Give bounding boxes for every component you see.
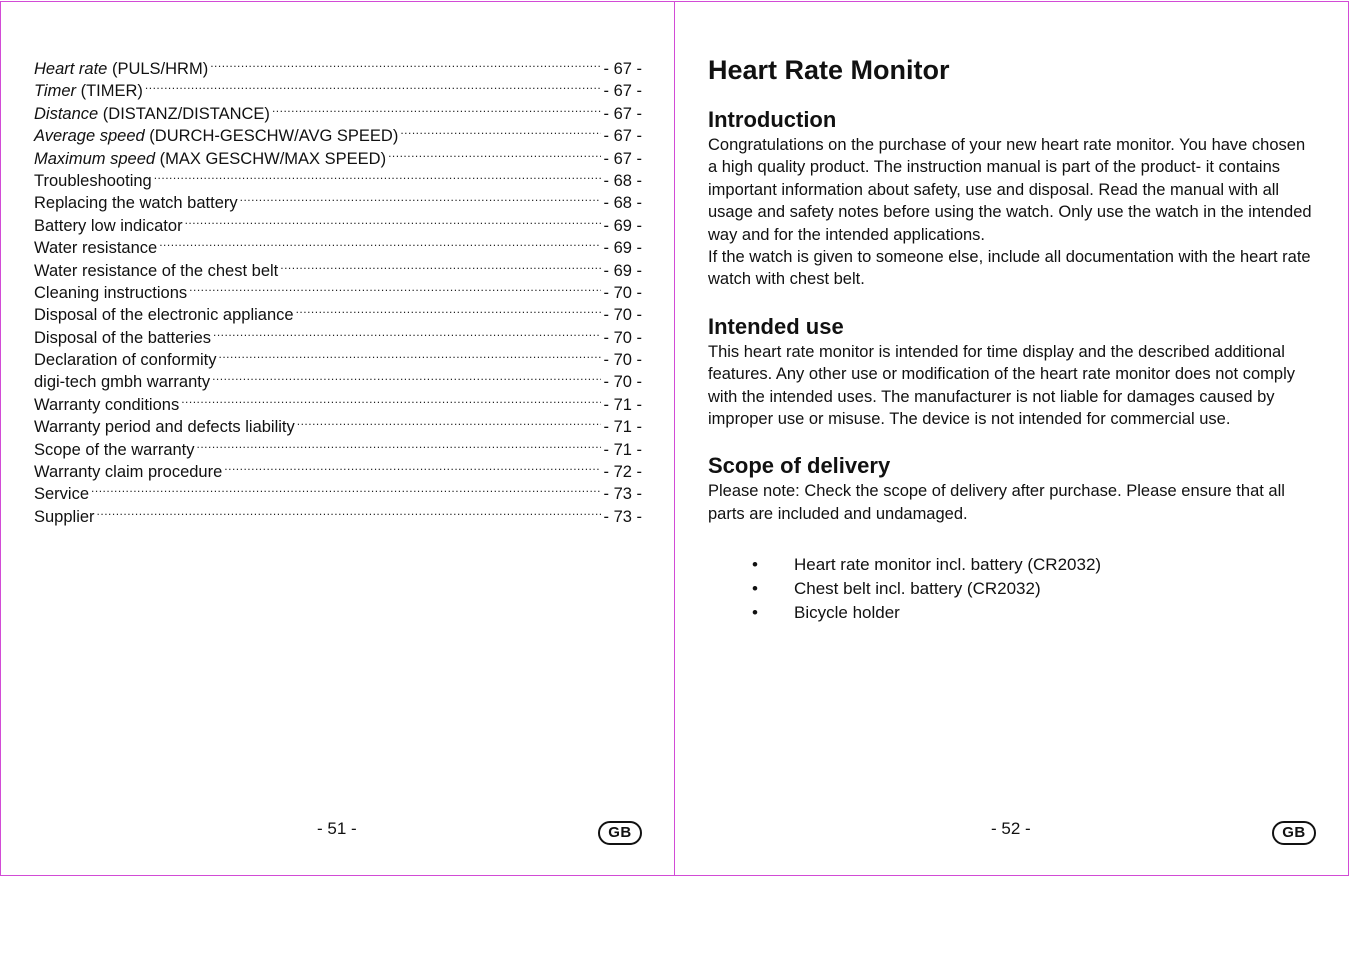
introduction-paragraph-2: If the watch is given to someone else, include all documentation with the heart rate watch with chest belt. — [708, 248, 1311, 289]
toc-entry-text: Declaration of conformity — [34, 351, 217, 370]
toc-dot-leader — [197, 433, 602, 455]
toc-entry-title — [34, 103, 270, 125]
toc-entry-title — [34, 394, 179, 416]
toc-dot-leader — [272, 97, 602, 119]
toc-entry-text: Water resistance of the chest belt — [34, 261, 279, 280]
toc-page-number: - 69 - — [603, 216, 642, 235]
toc-entry-text: (PULS/HRM) — [107, 60, 209, 78]
list-item — [708, 553, 1316, 577]
toc-page-number: - 70 - — [603, 328, 642, 347]
toc-dot-leader — [296, 298, 602, 320]
toc-entry-title — [34, 506, 95, 528]
toc-entry-text: (DURCH-GESCHW/AVG SPEED) — [144, 127, 399, 146]
toc-page-number: - 69 - — [603, 261, 642, 280]
list-item — [708, 577, 1316, 601]
intended-use-heading: Intended use — [708, 313, 844, 339]
toc-entry-title — [34, 170, 152, 192]
toc-entry — [34, 500, 642, 526]
toc-entry-italic-term: Maximum speed — [34, 149, 156, 168]
toc-dot-leader — [280, 254, 601, 276]
toc-entry-title — [34, 349, 217, 371]
toc-entry-italic-term: Timer — [34, 82, 77, 101]
toc-entry-title — [34, 125, 398, 147]
right-page-content — [708, 52, 1316, 625]
toc-page-number: - 73 - — [603, 507, 642, 526]
toc-dot-leader — [210, 52, 601, 74]
toc-page-number: - 67 - — [603, 104, 642, 123]
toc-entry-text: Disposal of the electronic appliance — [34, 306, 294, 325]
toc-entry-text: Warranty period and defects liability — [34, 418, 295, 437]
toc-entry-title — [34, 483, 89, 505]
introduction-paragraph-1: Congratulations on the purchase of your new heart rate monitor. You have chosen a high quality product. The instruction manual is part of the product- it contains important information about safety, use and disposal. Read the manual with all usage and safety notes before using the watch. Only use the watch in the intended way and for the intended applications. — [708, 136, 1312, 244]
page-number-right: - 52 - — [991, 819, 1031, 838]
delivery-items-list — [708, 553, 1316, 625]
toc-page-number: - 69 - — [603, 239, 642, 258]
toc-entry-title — [34, 237, 157, 259]
toc-page-number: - 71 - — [603, 418, 642, 437]
toc-entry-text: Troubleshooting — [34, 171, 152, 190]
toc-page-number: - 67 - — [603, 60, 642, 78]
table-of-contents — [34, 52, 642, 526]
toc-entry — [34, 477, 642, 504]
toc-entry-italic-term: Average speed — [34, 127, 145, 146]
toc-dot-leader — [181, 388, 601, 410]
toc-entry-title — [34, 439, 195, 461]
toc-entry-text: (MAX GESCHW/MAX SPEED) — [155, 149, 387, 168]
toc-page-number: - 70 - — [603, 306, 642, 325]
toc-dot-leader — [240, 186, 602, 208]
toc-entry — [34, 52, 642, 78]
toc-page-number: - 67 - — [603, 149, 642, 168]
toc-dot-leader — [388, 142, 601, 164]
toc-dot-leader — [159, 231, 601, 253]
toc-entry-title — [34, 282, 187, 304]
bullet-icon: • — [752, 555, 758, 575]
toc-dot-leader — [213, 321, 601, 343]
gb-language-badge: GB — [598, 821, 642, 845]
toc-entry-text: Scope of the warranty — [34, 440, 195, 459]
toc-page-number: - 68 - — [603, 171, 642, 190]
toc-entry-text: Disposal of the batteries — [34, 328, 212, 347]
list-item-text: Chest belt incl. battery (CR2032) — [794, 579, 1041, 599]
toc-dot-leader — [219, 343, 602, 365]
toc-page-number: - 70 - — [603, 351, 642, 370]
toc-entry-text: Cleaning instructions — [34, 283, 188, 302]
toc-entry-text: digi-tech gmbh warranty — [34, 373, 211, 392]
toc-entry-italic-term: Heart rate — [34, 60, 108, 78]
toc-entry-text: Warranty claim procedure — [34, 463, 223, 482]
scope-of-delivery-heading: Scope of delivery — [708, 453, 891, 479]
scope-of-delivery-note: Please note: Check the scope of delivery after purchase. Please ensure that all parts are included and undamaged. — [708, 482, 1285, 523]
toc-entry-title — [34, 327, 211, 349]
bullet-icon: • — [752, 603, 758, 623]
toc-entry-text: Replacing the watch battery — [34, 194, 238, 213]
toc-entry-italic-term: Distance — [34, 104, 99, 123]
bullet-icon: • — [752, 579, 758, 599]
toc-dot-leader — [185, 209, 602, 231]
toc-dot-leader — [189, 276, 601, 298]
toc-dot-leader — [91, 477, 601, 499]
toc-page-number: - 67 - — [603, 127, 642, 146]
toc-entry-text: (DISTANZ/DISTANCE) — [98, 104, 270, 123]
toc-page-number: - 72 - — [603, 463, 642, 482]
toc-page-number: - 70 - — [603, 283, 642, 302]
toc-dot-leader — [297, 410, 602, 432]
toc-entry-text: Service — [34, 485, 90, 504]
toc-dot-leader — [400, 119, 601, 141]
toc-entry-text: Battery low indicator — [34, 216, 183, 235]
toc-page-number: - 71 - — [603, 440, 642, 459]
toc-page-number: - 71 - — [603, 395, 642, 414]
list-item-text: Heart rate monitor incl. battery (CR2032) — [794, 555, 1102, 575]
page-title: Heart Rate Monitor — [708, 55, 950, 85]
toc-entry-text: Water resistance — [34, 239, 158, 258]
toc-page-number: - 73 - — [603, 485, 642, 504]
gb-language-badge: GB — [1272, 821, 1316, 845]
toc-page-number: - 70 - — [603, 373, 642, 392]
toc-page-number: - 68 - — [603, 194, 642, 213]
toc-dot-leader — [224, 455, 601, 477]
introduction-heading: Introduction — [708, 107, 837, 132]
left-page — [0, 1, 675, 876]
toc-entry-text: Supplier — [34, 507, 95, 526]
right-page — [674, 1, 1349, 876]
toc-dot-leader — [212, 365, 601, 387]
list-item — [708, 601, 1316, 625]
page-number-left: - 51 - — [317, 819, 357, 838]
toc-dot-leader — [97, 500, 602, 522]
toc-entry-text: Warranty conditions — [34, 395, 180, 414]
toc-page-number: - 67 - — [603, 82, 642, 101]
toc-entry-title — [34, 80, 143, 102]
list-item-text: Bicycle holder — [794, 603, 900, 623]
toc-entry-text: (TIMER) — [76, 82, 143, 101]
toc-dot-leader — [145, 74, 602, 96]
intended-use-paragraph: This heart rate monitor is intended for time display and the described additional features. Any other use or modification of the heart rate monitor does not comply with the intended uses. The manufacturer is not liable for damages caused by improper use or misuse. The device is not intended for commercial use. — [708, 342, 1295, 429]
toc-dot-leader — [154, 164, 602, 186]
